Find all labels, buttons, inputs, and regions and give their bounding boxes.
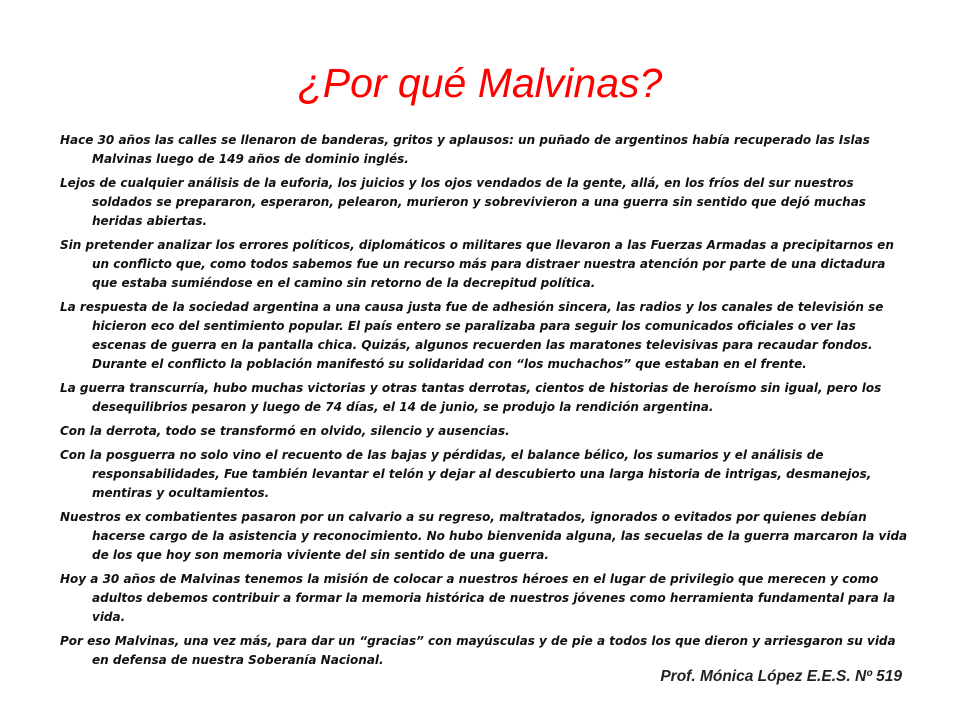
paragraph: Nuestros ex combatientes pasaron por un calvario a su regreso, maltratados, ignorados o evitados por quienes debían hacerse cargo de la asistencia y reconocimiento. No hubo bienvenida alguna, las secuelas de la guerra marcaron la vida de los que hoy son memoria viviente del sin sentido de una guerra. [60,510,908,562]
slide-body [60,131,910,675]
author-signature: Prof. Mónica López E.E.S. Nº 519 [660,668,902,685]
paragraph: Con la derrota, todo se transformó en olvido, silencio y ausencias. [60,424,510,438]
paragraph: Sin pretender analizar los errores políticos, diplomáticos o militares que llevaron a las Fuerzas Armadas a precipitarnos en un conflicto que, como todos sabemos fue un recurso más para distraer nuestra atención por parte de una dictadura que estaba sumiéndose en el camino sin retorno de la decrepitud política. [60,238,894,290]
paragraph: La guerra transcurría, hubo muchas victorias y otras tantas derrotas, cientos de historias de heroísmo sin igual, pero los desequilibrios pesaron y luego de 74 días, el 14 de junio, se produjo la rendición argentina. [60,381,882,414]
paragraph: Con la posguerra no solo vino el recuento de las bajas y pérdidas, el balance bélico, los sumarios y el análisis de responsabilidades, Fue también levantar el telón y dejar al descubierto una larga historia de intrigas, desmanejos, mentiras y ocultamientos. [60,448,872,500]
slide-title: ¿Por qué Malvinas? [297,60,663,106]
paragraph: Hoy a 30 años de Malvinas tenemos la misión de colocar a nuestros héroes en el lugar de privilegio que merecen y como adultos debemos contribuir a formar la memoria histórica de nuestros jóvenes como herramienta fundamental para la vida. [60,572,896,624]
paragraph: Lejos de cualquier análisis de la euforia, los juicios y los ojos vendados de la gente, allá, en los fríos del sur nuestros soldados se prepararon, esperaron, pelearon, murieron y sobrevivieron a una guerra sin sentido que dejó muchas heridas abiertas. [60,176,866,228]
paragraph: Hace 30 años las calles se llenaron de banderas, gritos y aplausos: un puñado de argentinos había recuperado las Islas Malvinas luego de 149 años de dominio inglés. [60,133,870,166]
paragraph: Por eso Malvinas, una vez más, para dar un “gracias” con mayúsculas y de pie a todos los que dieron y arriesgaron su vida en defensa de nuestra Soberanía Nacional. [60,634,896,667]
paragraph: La respuesta de la sociedad argentina a una causa justa fue de adhesión sincera, las radios y los canales de televisión se hicieron eco del sentimiento popular. El país entero se paralizaba para seguir los comunicados oficiales o ver las escenas de guerra en la pantalla chica. Quizás, algunos recuerden las maratones televisivas para recaudar fondos. Durante el conflicto la población manifestó su solidaridad con “los muchachos” que estaban en el frente. [60,300,884,371]
